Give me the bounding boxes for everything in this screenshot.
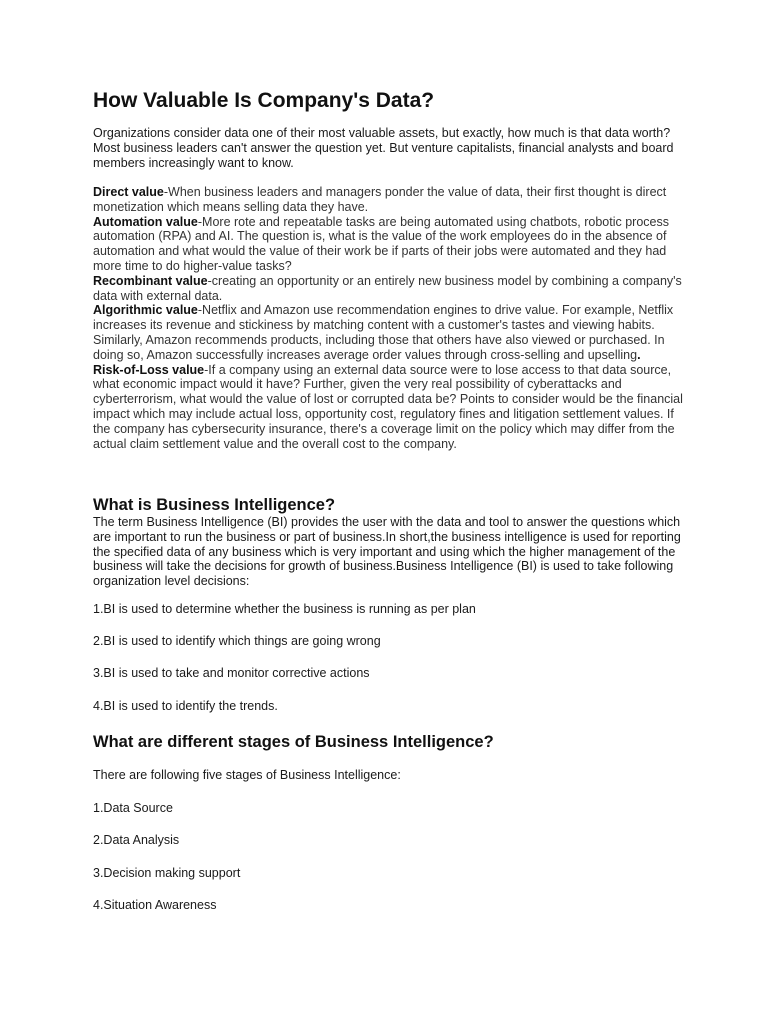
bi-use-item: 3.BI is used to take and monitor corrective actions bbox=[93, 666, 370, 680]
stage-item: 1.Data Source bbox=[93, 801, 173, 815]
stage-item: 4.Situation Awareness bbox=[93, 898, 217, 912]
bi-heading: What is Business Intelligence? bbox=[93, 496, 336, 514]
value-description: -If a company using an external data source were to lose access to that data source, what economic impact would it have? Further, given the very real possibility of cyberattacks and cyberterrorism, what would the value of lost or corrupted data be? Points to consider would be the financial impact which may include actual loss, opportunity cost, regulatory fines and litigation settlement values. If the company has cybersecurity insurance, there's a coverage limit on the policy which may differ from the actual claim settlement value and the overall cost to the company. bbox=[93, 362, 683, 451]
bi-use-item: 4.BI is used to identify the trends. bbox=[93, 699, 278, 713]
value-term: Recombinant value bbox=[93, 273, 208, 288]
value-item-recombinant bbox=[93, 274, 683, 304]
stage-item: 2.Data Analysis bbox=[93, 833, 180, 847]
bi-intro-paragraph: The term Business Intelligence (BI) provides the user with the data and tool to answer the questions which are important to run the business or part of business.In short,the business intelligence is used for reporting the specified data of any business which is very important and using which the higher management of the business will take the decisions for growth of business.Business Intelligence (BI) is used to take following organization level decisions: bbox=[93, 515, 681, 589]
data-value-list bbox=[93, 185, 683, 451]
value-description: -When business leaders and managers ponder the value of data, their first thought is direct monetization which means selling data they have. bbox=[93, 185, 667, 214]
value-term: Algorithmic value bbox=[93, 303, 198, 318]
stages-heading: What are different stages of Business Intelligence? bbox=[93, 733, 494, 751]
intro-paragraph: Organizations consider data one of their most valuable assets, but exactly, how much is that data worth? Most business leaders can't answer the question yet. But venture capitalists, financial analysts and board members increasingly want to know. bbox=[93, 126, 674, 170]
value-term: Automation value bbox=[93, 214, 198, 229]
stage-item: 3.Decision making support bbox=[93, 866, 241, 880]
value-term: Risk-of-Loss value bbox=[93, 362, 205, 377]
value-item-automation bbox=[93, 215, 683, 274]
stages-intro: There are following five stages of Business Intelligence: bbox=[93, 768, 401, 782]
bi-use-item: 2.BI is used to identify which things are going wrong bbox=[93, 634, 381, 648]
value-item-algorithmic bbox=[93, 303, 683, 362]
bi-use-item: 1.BI is used to determine whether the business is running as per plan bbox=[93, 602, 476, 616]
document-title: How Valuable Is Company's Data? bbox=[93, 89, 435, 112]
value-term: Direct value bbox=[93, 185, 164, 199]
value-description: -More rote and repeatable tasks are being automated using chatbots, robotic process automation (RPA) and AI. The question is, what is the value of the work employees do in the absence of automation and what would the value of their work be if parts of their jobs were automated and they had more time to do higher-value tasks? bbox=[93, 214, 669, 273]
value-description: -Netflix and Amazon use recommendation engines to drive value. For example, Netflix increases its revenue and stickiness by matching content with a customer's tastes and viewing habits. Similarly, Amazon recommends products, including those that others have also viewed or purchased. In doing so, Amazon successfully increases average order values through cross-selling and upselling bbox=[93, 303, 674, 362]
value-suffix: . bbox=[637, 347, 641, 362]
value-description: -creating an opportunity or an entirely new business model by combining a company's data with external data. bbox=[93, 273, 682, 303]
value-item-direct bbox=[93, 185, 683, 215]
value-item-risk-of-loss bbox=[93, 363, 683, 452]
